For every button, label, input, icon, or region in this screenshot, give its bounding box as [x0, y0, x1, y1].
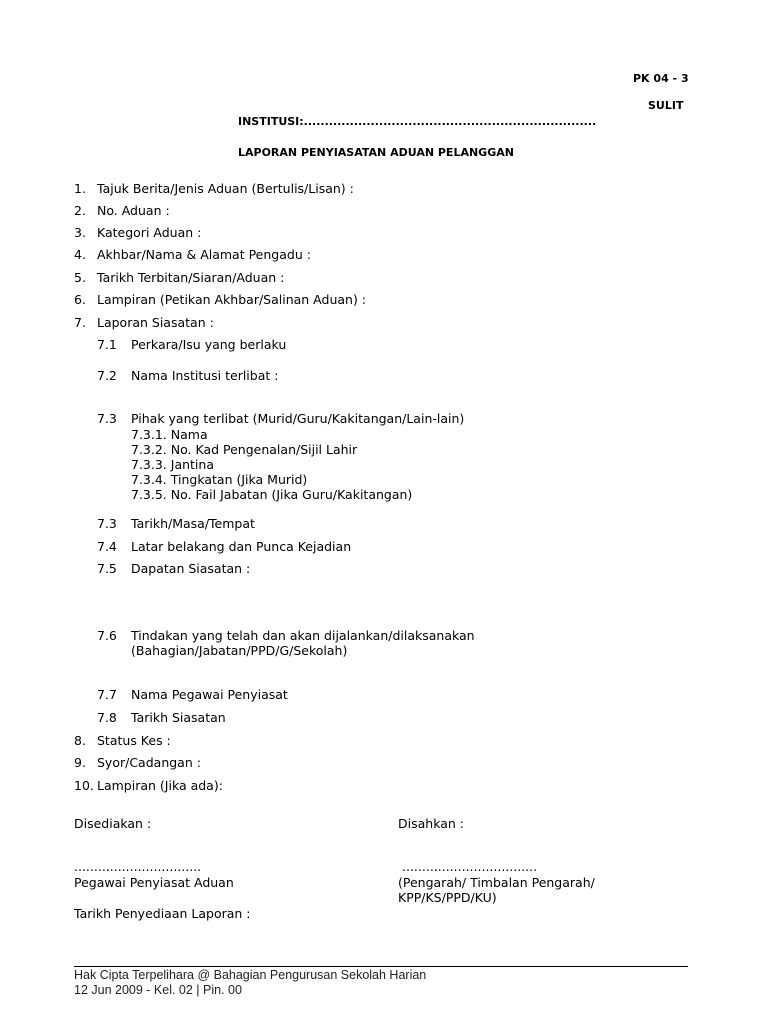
- footer-copyright: Hak Cipta Terpelihara @ Bahagian Pengurusan Sekolah Harian: [74, 968, 427, 982]
- sub-item-7-4-text: Latar belakang dan Punca Kejadian: [131, 539, 352, 554]
- sub-item-7-8-text: Tarikh Siasatan: [131, 710, 226, 725]
- approved-signature-dots: ..................................: [402, 859, 538, 874]
- sub-item-7-3-number: 7.3: [97, 411, 117, 426]
- item-6-text: Lampiran (Petikan Akhbar/Salinan Aduan) :: [97, 292, 367, 307]
- approved-by-title-1: (Pengarah/ Timbalan Pengarah/: [398, 875, 595, 890]
- prepared-label: Disediakan :: [74, 816, 152, 831]
- item-4-text: Akhbar/Nama & Alamat Pengadu :: [97, 247, 311, 262]
- sub-item-7-7-text: Nama Pegawai Penyiasat: [131, 687, 288, 702]
- item-2-number: 2.: [74, 203, 86, 218]
- report-date-label: Tarikh Penyediaan Laporan :: [74, 906, 251, 921]
- sub-item-7-1-number: 7.1: [97, 337, 117, 352]
- item-10-text: Lampiran (Jika ada):: [97, 778, 223, 793]
- item-3-text: Kategori Aduan :: [97, 225, 202, 240]
- sub-item-7-2-text: Nama Institusi terlibat :: [131, 368, 279, 383]
- footer-divider: [74, 966, 688, 967]
- item-6-number: 6.: [74, 292, 86, 307]
- sub-item-7-3-2: 7.3.2. No. Kad Pengenalan/Sijil Lahir: [131, 442, 358, 457]
- classification-label: SULIT: [648, 99, 684, 112]
- sub-item-7-5-number: 7.5: [97, 561, 117, 576]
- sub-item-7-6-scope: (Bahagian/Jabatan/PPD/G/Sekolah): [131, 643, 348, 658]
- sub-item-7-3-4: 7.3.4. Tingkatan (Jika Murid): [131, 472, 308, 487]
- item-1-number: 1.: [74, 181, 86, 196]
- item-9-text: Syor/Cadangan :: [97, 755, 201, 770]
- item-5-number: 5.: [74, 270, 86, 285]
- item-10-number: 10.: [74, 778, 94, 793]
- sub-item-7-3-5: 7.3.5. No. Fail Jabatan (Jika Guru/Kakitangan): [131, 487, 413, 502]
- sub-item-7-1-text: Perkara/Isu yang berlaku: [131, 337, 287, 352]
- sub-item-7-3-text: Pihak yang terlibat (Murid/Guru/Kakitangan/Lain-lain): [131, 411, 465, 426]
- institution-dots: ......................................................................: [303, 115, 597, 128]
- prepared-signature-dots: ................................: [74, 859, 202, 874]
- item-8-text: Status Kes :: [97, 733, 171, 748]
- page-title: LAPORAN PENYIASATAN ADUAN PELANGGAN: [238, 146, 514, 159]
- institution-line: [238, 115, 596, 128]
- institution-label: INSTITUSI:: [238, 115, 304, 128]
- sub-item-7-8-number: 7.8: [97, 710, 117, 725]
- sub-item-7-2-number: 7.2: [97, 368, 117, 383]
- document-code: PK 04 - 3: [633, 72, 689, 85]
- sub-item-7-3-3: 7.3.3. Jantina: [131, 457, 214, 472]
- item-8-number: 8.: [74, 733, 86, 748]
- item-3-number: 3.: [74, 225, 86, 240]
- item-9-number: 9.: [74, 755, 86, 770]
- sub-item-7-6-number: 7.6: [97, 628, 117, 643]
- sub-item-7-4-number: 7.4: [97, 539, 117, 554]
- sub-item-7-6-text: Tindakan yang telah dan akan dijalankan/dilaksanakan: [131, 628, 475, 643]
- item-5-text: Tarikh Terbitan/Siaran/Aduan :: [97, 270, 285, 285]
- item-2-text: No. Aduan :: [97, 203, 170, 218]
- footer-version: 12 Jun 2009 - Kel. 02 | Pin. 00: [74, 983, 242, 997]
- sub-item-7-3-1: 7.3.1. Nama: [131, 427, 208, 442]
- item-4-number: 4.: [74, 247, 86, 262]
- sub-item-7-3b-number: 7.3: [97, 516, 117, 531]
- approved-label: Disahkan :: [398, 816, 464, 831]
- sub-item-7-3b-text: Tarikh/Masa/Tempat: [131, 516, 255, 531]
- item-1-text: Tajuk Berita/Jenis Aduan (Bertulis/Lisan) :: [97, 181, 354, 196]
- approved-by-title-2: KPP/KS/PPD/KU): [398, 890, 497, 905]
- sub-item-7-5-text: Dapatan Siasatan :: [131, 561, 251, 576]
- sub-item-7-7-number: 7.7: [97, 687, 117, 702]
- prepared-by-title: Pegawai Penyiasat Aduan: [74, 875, 234, 890]
- item-7-number: 7.: [74, 315, 86, 330]
- item-7-text: Laporan Siasatan :: [97, 315, 214, 330]
